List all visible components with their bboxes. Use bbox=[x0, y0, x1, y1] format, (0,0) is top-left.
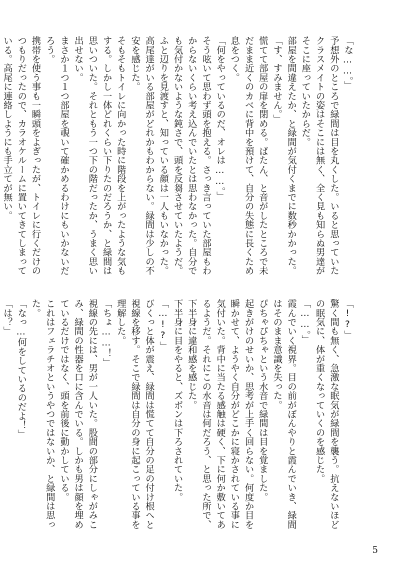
paragraph: 携帯を使う事も一瞬頭をよぎったが、トイレに行くだけのつもりだったので、カラオケルームに置いてきてしまっている。高尾に連絡しようにも手立てが無い。 bbox=[1, 36, 41, 276]
paragraph: 視線の先には、男が一人いた。股間の部分にしゃがみこみ、緑間の性器を口に含んでいる。しかも男は顔を埋めているだけではなく、頭を前後に動かしている。 bbox=[57, 299, 98, 529]
paragraph: 「…!?」 bbox=[157, 299, 169, 351]
paragraph: これはフェラチオというやつではないか、と緑間は思った。 bbox=[29, 299, 55, 529]
paragraph: 霞んでいく視界。目の前がぼんやりと霞んでいき、緑間はそのまま意識を失った。 bbox=[270, 299, 297, 529]
paragraph: 下半身に目をやると、ズボンは下ろされていた。 bbox=[171, 299, 183, 502]
paragraph: 起きがけのせいか、思考が上手く回らない。何度か目を瞬かせて、ようやく自分がどこかに寝かされている事に気付いた。背中に当たる感触は硬く、下に何か敷いてあるようだ。それにこの水音は何だろう、と思った所で、下半身に違和感を感じた。 bbox=[185, 299, 254, 529]
paragraph: 「ちょ……！」 bbox=[100, 299, 112, 367]
paragraph: まさか１つ１つ部屋を覗いて確かめるわけにもいかないだろう。 bbox=[43, 36, 69, 276]
paragraph: 驚く間も無く、急激な眠気が緑間を襲う。抗えないほどの眠気に、体が重くなっていくのを感じた。 bbox=[313, 299, 339, 529]
upper-text-block bbox=[1, 36, 354, 276]
paragraph: 慌てて部屋の扉を閉める。ばたん、と音がしたところで未だまま近くのカベに背中を預けて、自分の失態に長くため息をつく。 bbox=[228, 36, 268, 276]
page-number: 5 bbox=[372, 546, 378, 556]
paragraph: そもそもトイレに向かった時に階段を上がったような気もする。しかし一体どれくらい下りたのだろうか、と緑間は思いついた。それともう一つ下の階だったか、うまく思い出せない。 bbox=[72, 36, 126, 276]
paragraph: 「何をやっているのだ、オレは……。」 bbox=[214, 36, 226, 201]
paragraph: 「は？」 bbox=[1, 299, 13, 336]
paragraph: ふと辺りを見渡すと、知っている顔は一人もいなかった。高尾達がいる部屋がどれかもわからない。緑間は少しの不安を感じた。 bbox=[128, 36, 169, 276]
paragraph: 「す、すみません。」 bbox=[270, 36, 282, 124]
paragraph: 「な……。」 bbox=[342, 36, 353, 91]
paragraph: 部屋を間違えたか、と緑間が気付くまでに数秒かかった。 bbox=[285, 36, 297, 276]
paragraph: そう呟いて思わず頭を抱える。さっき言っていた部屋もわからないくらい考え込んでいたとは思わなかった。自分でも気付かないような鈍さで、頭を反芻させていたようだ。 bbox=[171, 36, 211, 276]
paragraph: びくっと体が震え、緑間は慌てて自分の足の付け根へと視線を移す。そこで緑間は自分の身に起こっている事を理解した。 bbox=[114, 299, 155, 529]
paragraph: ぴちゃぴちゃという水音で緑間は目を覚ました。 bbox=[256, 299, 268, 502]
paragraph: 「なっ…何をしているのだよ！」 bbox=[15, 299, 27, 439]
paragraph: 予想外のところで緑間は目を丸くした。いると思っていたクラスメイトの姿はそこには無く、全く見も知らぬ男達がそこに座っていたからだ。 bbox=[299, 36, 339, 276]
paragraph: 「!?」 bbox=[342, 299, 353, 340]
lower-text-block bbox=[1, 299, 354, 537]
paragraph: 「……。」 bbox=[299, 299, 311, 344]
